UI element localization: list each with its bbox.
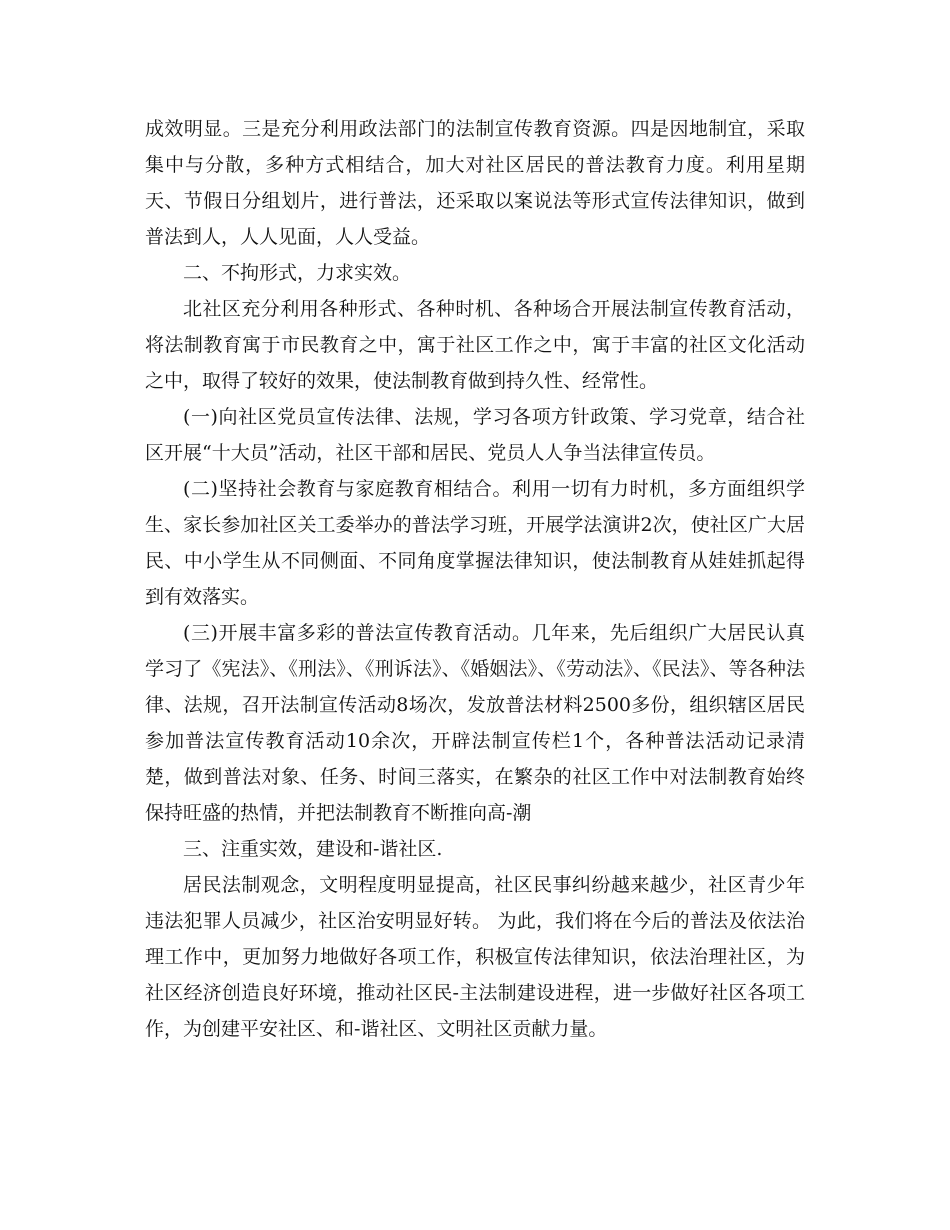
document-body bbox=[145, 111, 805, 1047]
paragraph-item-two: (二)坚持社会教育与家庭教育相结合。利用一切有力时机，多方面组织学生、家长参加社区关工委举办的普法学习班，开展学法演讲2次，使社区广大居民、中小学生从不同侧面、不同角度掌握法律知识，使法制教育从娃娃抓起得到有效落实。 bbox=[145, 478, 805, 608]
paragraph-continuation: 成效明显。三是充分利用政法部门的法制宣传教育资源。四是因地制宜，采取集中与分散，多种方式相结合，加大对社区居民的普法教育力度。利用星期天、节假日分组划片，进行普法，还采取以案说法等形式宣传法律知识，做到普法到人，人人见面，人人受益。 bbox=[145, 118, 805, 248]
paragraph-item-three: (三)开展丰富多彩的普法宣传教育活动。几年来，先后组织广大居民认真学习了《宪法》、《刑法》、《刑诉法》、《婚姻法》、《劳动法》、《民法》、等各种法律、法规，召开法制宣传活动8场次，发放普法材料2500多份，组织辖区居民参加普法宣传教育活动10余次，开辟法制宣传栏1个，各种普法活动记录清楚，做到普法对象、任务、时间三落实，在繁杂的社区工作中对法制教育始终保持旺盛的热情，并把法制教育不断推向高-潮 bbox=[145, 622, 805, 824]
paragraph-item-one: (一)向社区党员宣传法律、法规，学习各项方针政策、学习党章，结合社区开展“十大员”活动，社区干部和居民、党员人人争当法律宣传员。 bbox=[145, 406, 805, 464]
paragraph-community-activities: 北社区充分利用各种形式、各种时机、各种场合开展法制宣传教育活动，将法制教育寓于市民教育之中，寓于社区工作之中，寓于丰富的社区文化活动之中，取得了较好的效果，使法制教育做到持久性、经常性。 bbox=[145, 298, 805, 392]
section-heading-two: 二、不拘形式，力求实效。 bbox=[183, 262, 412, 284]
paragraph-conclusion: 居民法制观念，文明程度明显提高，社区民事纠纷越来越少，社区青少年违法犯罪人员减少，社区治安明显好转。 为此，我们将在今后的普法及依法治理工作中，更加努力地做好各项工作，积极宣传法律知识，依法治理社区，为社区经济创造良好环境，推动社区民-主法制建设进程，进一步做好社区各项工作，为创建平安社区、和-谐社区、文明社区贡献力量。 bbox=[145, 874, 805, 1040]
section-heading-three: 三、注重实效，建设和-谐社区. bbox=[183, 838, 443, 860]
